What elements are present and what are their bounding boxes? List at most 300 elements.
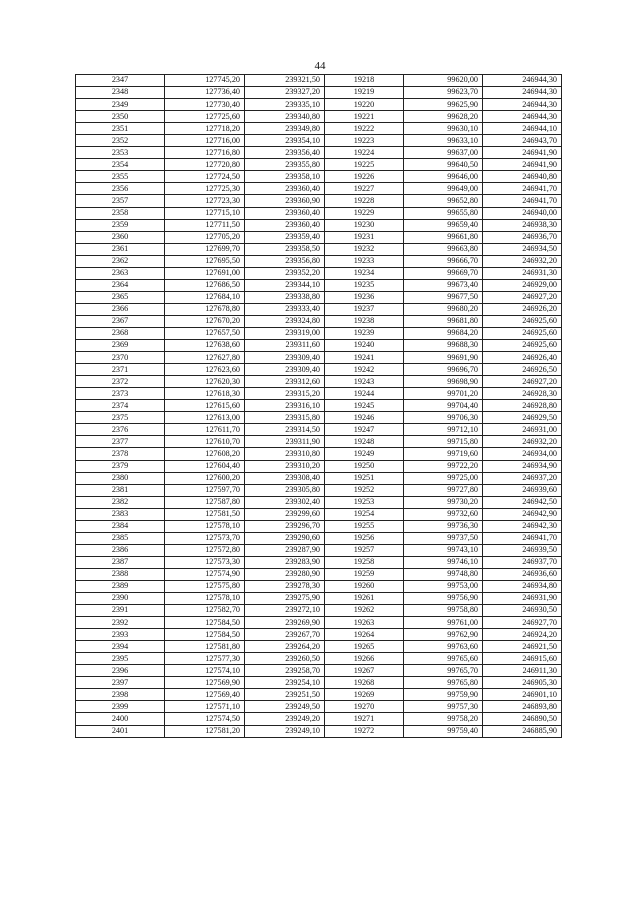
table-cell: 239344,10 [245,279,325,291]
table-cell: 127638,60 [165,340,245,352]
table-cell: 99698,90 [404,376,483,388]
table-cell: 239338,80 [245,291,325,303]
table-row [76,436,562,448]
table-cell: 246905,30 [483,677,562,689]
table-cell: 19238 [325,315,404,327]
table-cell: 99746,10 [404,556,483,568]
table-row [76,448,562,460]
table-cell: 99743,10 [404,544,483,556]
table-cell: 19252 [325,484,404,496]
table-cell: 239311,60 [245,340,325,352]
table-cell: 2371 [76,364,165,376]
table-cell: 127600,20 [165,472,245,484]
table-cell: 246930,50 [483,605,562,617]
table-cell: 127578,10 [165,593,245,605]
table-cell: 2397 [76,677,165,689]
table-row [76,87,562,99]
table-cell: 19265 [325,641,404,653]
table-cell: 239249,50 [245,701,325,713]
table-cell: 99684,20 [404,327,483,339]
table-cell: 99649,00 [404,183,483,195]
table-cell: 246915,60 [483,653,562,665]
table-row [76,508,562,520]
table-cell: 127584,50 [165,617,245,629]
table-row [76,472,562,484]
table-cell: 99701,20 [404,388,483,400]
table-cell: 2352 [76,135,165,147]
table-cell: 99737,50 [404,532,483,544]
table-cell: 246940,00 [483,207,562,219]
table-cell: 127573,30 [165,556,245,568]
table-cell: 239354,10 [245,135,325,147]
table-cell: 19234 [325,267,404,279]
table-cell: 246893,80 [483,701,562,713]
table-cell: 246939,50 [483,544,562,556]
table-cell: 246941,90 [483,147,562,159]
table-cell: 99666,70 [404,255,483,267]
table-cell: 239278,30 [245,580,325,592]
table-cell: 127604,40 [165,460,245,472]
table-cell: 19227 [325,183,404,195]
table-cell: 127670,20 [165,315,245,327]
table-cell: 246934,90 [483,460,562,472]
table-cell: 99688,30 [404,340,483,352]
table-row [76,352,562,364]
table-cell: 19255 [325,520,404,532]
table-cell: 2368 [76,327,165,339]
table-cell: 99715,80 [404,436,483,448]
table-cell: 19220 [325,99,404,111]
table-cell: 127574,50 [165,713,245,725]
table-cell: 99637,00 [404,147,483,159]
table-cell: 239358,50 [245,243,325,255]
table-cell: 246944,10 [483,123,562,135]
table-cell: 2360 [76,231,165,243]
table-cell: 99725,00 [404,472,483,484]
table-cell: 127618,30 [165,388,245,400]
table-cell: 246941,70 [483,532,562,544]
table-row [76,629,562,641]
table-cell: 239311,90 [245,436,325,448]
table-row [76,364,562,376]
table-cell: 239251,50 [245,689,325,701]
table-cell: 239283,90 [245,556,325,568]
table-row [76,327,562,339]
table-cell: 19251 [325,472,404,484]
table-row [76,665,562,677]
table-row [76,376,562,388]
table-cell: 19231 [325,231,404,243]
table-cell: 239319,00 [245,327,325,339]
table-cell: 239359,40 [245,231,325,243]
table-cell: 246938,30 [483,219,562,231]
table-cell: 127582,70 [165,605,245,617]
table-cell: 127615,60 [165,400,245,412]
table-cell: 246929,50 [483,412,562,424]
table-cell: 99719,60 [404,448,483,460]
table-row [76,544,562,556]
table-row [76,388,562,400]
table-cell: 99661,80 [404,231,483,243]
table-cell: 19242 [325,364,404,376]
table-row [76,593,562,605]
table-cell: 99640,50 [404,159,483,171]
table-cell: 19261 [325,593,404,605]
table-cell: 99763,60 [404,641,483,653]
table-cell: 246940,80 [483,171,562,183]
table-cell: 19219 [325,87,404,99]
table-cell: 99623,70 [404,87,483,99]
table-cell: 2364 [76,279,165,291]
table-cell: 127574,90 [165,568,245,580]
table-cell: 246924,20 [483,629,562,641]
table-row [76,183,562,195]
table-row [76,123,562,135]
table-cell: 127678,80 [165,303,245,315]
table-row [76,111,562,123]
table-cell: 19263 [325,617,404,629]
table-row [76,641,562,653]
table-cell: 19243 [325,376,404,388]
table-cell: 99652,80 [404,195,483,207]
table-cell: 99753,00 [404,580,483,592]
table-cell: 99722,20 [404,460,483,472]
table-cell: 19244 [325,388,404,400]
table-cell: 239308,40 [245,472,325,484]
table-row [76,303,562,315]
table-cell: 19266 [325,653,404,665]
table-cell: 19232 [325,243,404,255]
table-cell: 246931,30 [483,267,562,279]
table-cell: 19239 [325,327,404,339]
table-cell: 239352,20 [245,267,325,279]
table-cell: 127611,70 [165,424,245,436]
table-cell: 2351 [76,123,165,135]
table-cell: 19224 [325,147,404,159]
table-row [76,532,562,544]
table-cell: 127581,50 [165,508,245,520]
table-cell: 99748,80 [404,568,483,580]
table-row [76,496,562,508]
table-cell: 127725,30 [165,183,245,195]
table-cell: 19218 [325,75,404,87]
table-cell: 2386 [76,544,165,556]
table-cell: 19267 [325,665,404,677]
table-cell: 246941,90 [483,159,562,171]
table-cell: 127730,40 [165,99,245,111]
table-cell: 246942,50 [483,496,562,508]
table-row [76,99,562,111]
table-cell: 239358,10 [245,171,325,183]
table-row [76,267,562,279]
table-cell: 19225 [325,159,404,171]
table-cell: 127715,10 [165,207,245,219]
table-cell: 127571,10 [165,701,245,713]
table-cell: 2374 [76,400,165,412]
table-cell: 127584,50 [165,629,245,641]
table-cell: 2369 [76,340,165,352]
table-cell: 239290,60 [245,532,325,544]
table-cell: 99691,90 [404,352,483,364]
table-cell: 99625,90 [404,99,483,111]
table-cell: 19241 [325,352,404,364]
table-cell: 246928,30 [483,388,562,400]
table-cell: 19221 [325,111,404,123]
table-cell: 239315,80 [245,412,325,424]
table-cell: 239267,70 [245,629,325,641]
table-row [76,315,562,327]
table-cell: 246937,70 [483,556,562,568]
table-cell: 99633,10 [404,135,483,147]
table-cell: 127597,70 [165,484,245,496]
table-cell: 239310,20 [245,460,325,472]
table-cell: 239309,40 [245,364,325,376]
table-cell: 99727,80 [404,484,483,496]
table-cell: 239314,50 [245,424,325,436]
table-row [76,75,562,87]
table-cell: 246927,20 [483,376,562,388]
table-row [76,255,562,267]
table-cell: 2354 [76,159,165,171]
table-cell: 2394 [76,641,165,653]
table-cell: 127578,10 [165,520,245,532]
table-cell: 99628,20 [404,111,483,123]
table-cell: 239305,80 [245,484,325,496]
table-cell: 2349 [76,99,165,111]
table-cell: 19253 [325,496,404,508]
table-cell: 246943,70 [483,135,562,147]
table-cell: 127575,80 [165,580,245,592]
table-cell: 99655,80 [404,207,483,219]
table-row [76,424,562,436]
table-row [76,291,562,303]
table-cell: 19237 [325,303,404,315]
table-cell: 19258 [325,556,404,568]
table-cell: 246937,20 [483,472,562,484]
table-cell: 19264 [325,629,404,641]
table-cell: 99696,70 [404,364,483,376]
table-cell: 2376 [76,424,165,436]
table-cell: 127720,80 [165,159,245,171]
table-cell: 2361 [76,243,165,255]
table-row [76,231,562,243]
table-cell: 239254,10 [245,677,325,689]
table-cell: 2373 [76,388,165,400]
table-cell: 127695,50 [165,255,245,267]
page-number: 44 [314,60,326,72]
table-cell: 246942,30 [483,520,562,532]
table-cell: 19259 [325,568,404,580]
table-cell: 19230 [325,219,404,231]
table-cell: 2401 [76,725,165,737]
table-cell: 19233 [325,255,404,267]
table-cell: 2383 [76,508,165,520]
table-row [76,460,562,472]
table-cell: 99681,80 [404,315,483,327]
table-row [76,484,562,496]
table-cell: 239360,90 [245,195,325,207]
table-cell: 239249,10 [245,725,325,737]
table-cell: 246941,70 [483,183,562,195]
table-cell: 127572,80 [165,544,245,556]
table-cell: 2400 [76,713,165,725]
table-cell: 2388 [76,568,165,580]
table-cell: 2390 [76,593,165,605]
table-cell: 239316,10 [245,400,325,412]
table-cell: 239327,20 [245,87,325,99]
table-cell: 2384 [76,520,165,532]
table-cell: 239340,80 [245,111,325,123]
table-cell: 99646,00 [404,171,483,183]
table-row [76,605,562,617]
table-cell: 246928,80 [483,400,562,412]
table-cell: 2389 [76,580,165,592]
table-cell: 19228 [325,195,404,207]
table-cell: 239258,70 [245,665,325,677]
table-cell: 99758,20 [404,713,483,725]
table-cell: 2391 [76,605,165,617]
table-cell: 246941,70 [483,195,562,207]
table-cell: 19254 [325,508,404,520]
table-cell: 2359 [76,219,165,231]
table-row [76,207,562,219]
table-cell: 99659,40 [404,219,483,231]
table-cell: 239356,80 [245,255,325,267]
table-cell: 2347 [76,75,165,87]
table-cell: 246944,30 [483,87,562,99]
table-cell: 239333,40 [245,303,325,315]
table-row [76,701,562,713]
table-cell: 239302,40 [245,496,325,508]
table-cell: 2393 [76,629,165,641]
table-cell: 99680,20 [404,303,483,315]
table-cell: 246934,50 [483,243,562,255]
table-cell: 246927,20 [483,291,562,303]
table-cell: 99759,40 [404,725,483,737]
table-cell: 239360,40 [245,183,325,195]
table-cell: 2396 [76,665,165,677]
table-cell: 239321,50 [245,75,325,87]
table-cell: 127577,30 [165,653,245,665]
table-cell: 239260,50 [245,653,325,665]
table-row [76,725,562,737]
table-cell: 19222 [325,123,404,135]
table-cell: 127587,80 [165,496,245,508]
table-cell: 19268 [325,677,404,689]
table-cell: 2365 [76,291,165,303]
table-cell: 246944,30 [483,75,562,87]
table-cell: 127718,20 [165,123,245,135]
table-cell: 2366 [76,303,165,315]
table-row [76,556,562,568]
table-cell: 246926,40 [483,352,562,364]
table-cell: 246925,60 [483,327,562,339]
table-row [76,412,562,424]
table-cell: 19249 [325,448,404,460]
table-cell: 99730,20 [404,496,483,508]
table-row [76,219,562,231]
table-cell: 99761,00 [404,617,483,629]
table-cell: 246926,20 [483,303,562,315]
table-cell: 127745,20 [165,75,245,87]
table-cell: 246942,90 [483,508,562,520]
table-row [76,520,562,532]
table-cell: 19260 [325,580,404,592]
table-cell: 246890,50 [483,713,562,725]
table-cell: 99677,50 [404,291,483,303]
table-cell: 246934,80 [483,580,562,592]
table-cell: 99669,70 [404,267,483,279]
table-cell: 99757,30 [404,701,483,713]
table-cell: 127691,00 [165,267,245,279]
table-cell: 127574,10 [165,665,245,677]
table-cell: 19223 [325,135,404,147]
table-cell: 246927,70 [483,617,562,629]
table-cell: 127610,70 [165,436,245,448]
table-cell: 127705,20 [165,231,245,243]
table-cell: 246921,50 [483,641,562,653]
table-row [76,340,562,352]
table-cell: 2382 [76,496,165,508]
table-cell: 239287,90 [245,544,325,556]
table-cell: 246936,70 [483,231,562,243]
table-cell: 2363 [76,267,165,279]
table-cell: 2380 [76,472,165,484]
table-cell: 246931,00 [483,424,562,436]
table-cell: 127684,10 [165,291,245,303]
table-cell: 239280,90 [245,568,325,580]
table-cell: 246931,90 [483,593,562,605]
table-row [76,568,562,580]
table-row [76,689,562,701]
table-cell: 239360,40 [245,219,325,231]
table-row [76,653,562,665]
table-cell: 239269,90 [245,617,325,629]
table-cell: 127569,90 [165,677,245,689]
table-cell: 2398 [76,689,165,701]
table-cell: 99663,80 [404,243,483,255]
table-cell: 19262 [325,605,404,617]
table-cell: 127623,60 [165,364,245,376]
table-cell: 2377 [76,436,165,448]
table-cell: 127620,30 [165,376,245,388]
table-cell: 19247 [325,424,404,436]
table-cell: 99765,80 [404,677,483,689]
table-cell: 2378 [76,448,165,460]
table-cell: 127608,20 [165,448,245,460]
table-cell: 19246 [325,412,404,424]
table-cell: 127569,40 [165,689,245,701]
table-cell: 19272 [325,725,404,737]
table-cell: 2375 [76,412,165,424]
table-cell: 2385 [76,532,165,544]
table-cell: 2372 [76,376,165,388]
table-cell: 19235 [325,279,404,291]
table-row [76,580,562,592]
table-cell: 127724,50 [165,171,245,183]
table-cell: 2358 [76,207,165,219]
table-row [76,243,562,255]
table-row [76,159,562,171]
table-cell: 246932,20 [483,436,562,448]
table-cell: 239360,40 [245,207,325,219]
table-cell: 99704,40 [404,400,483,412]
table-cell: 19248 [325,436,404,448]
table-row [76,677,562,689]
table-cell: 239264,20 [245,641,325,653]
coordinates-table-body [76,75,562,738]
table-cell: 2392 [76,617,165,629]
